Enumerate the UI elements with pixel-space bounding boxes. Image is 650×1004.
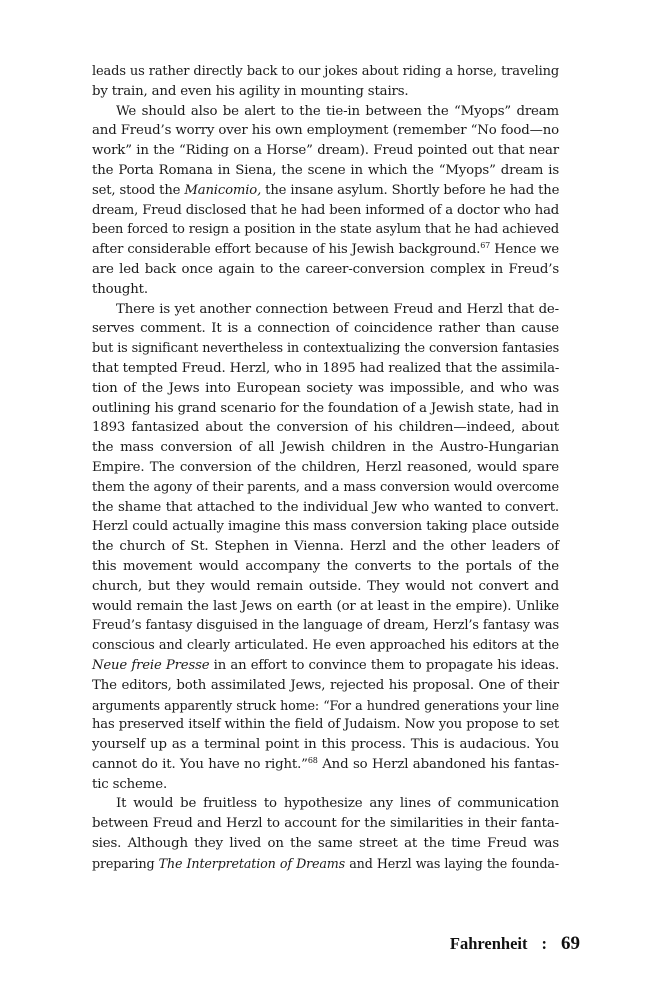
text-line	[92, 775, 559, 795]
text-line	[92, 814, 559, 834]
italic-text: Manicomio,	[184, 182, 262, 198]
text-line	[92, 161, 559, 181]
text-run: has preserved itself within the field of Judaism. Now you propose to set	[92, 717, 559, 733]
text-run: Empire. The conversion of the children, Herzl reasoned, would spare	[92, 459, 559, 475]
text-run: the shame that attached to the individual Jew who wanted to convert.	[92, 499, 559, 515]
text-run: in an effort to convince them to propagate his ideas.	[209, 657, 559, 673]
text-run: this movement would accompany the converts to the portals of the	[92, 558, 559, 574]
text-line	[92, 577, 559, 597]
text-line	[92, 339, 559, 359]
text-run: Hence we	[490, 242, 559, 258]
text-run: Freud’s fantasy disguised in the language of dream, Herzl’s fantasy was	[92, 618, 559, 634]
text-run: There is yet another connection between Freud and Herzl that de-	[116, 301, 559, 317]
running-footer	[450, 933, 580, 955]
text-run: The editors, both assimilated Jews, rejected his proposal. One of their	[92, 677, 559, 693]
text-line	[92, 220, 559, 240]
text-line	[92, 478, 559, 498]
text-run: serves comment. It is a connection of coincidence rather than cause	[92, 321, 559, 337]
text-run: cannot do it. You have no right.”	[92, 756, 308, 772]
text-line	[92, 854, 559, 874]
footer-separator: :	[541, 934, 547, 953]
text-run: preparing	[92, 855, 159, 871]
text-run: tion of the Jews into European society was impossible, and who was	[92, 380, 559, 396]
italic-text: Neue freie Presse	[92, 657, 210, 673]
text-run: them the agony of their parents, and a mass conversion would overcome	[92, 479, 559, 495]
text-line	[92, 517, 559, 537]
text-line	[92, 121, 559, 141]
text-run: and Herzl was laying the founda-	[345, 855, 559, 871]
text-line	[92, 102, 559, 122]
text-line	[92, 656, 559, 676]
text-run: outlining his grand scenario for the foundation of a Jewish state, had in	[92, 400, 560, 416]
text-line	[92, 676, 559, 696]
page-number: 69	[561, 933, 580, 954]
text-run: tic scheme.	[92, 776, 168, 792]
italic-text: The Interpretation of Dreams	[158, 855, 346, 871]
text-run: after considerable effort because of his Jewish background.	[92, 242, 481, 258]
text-run: the mass conversion of all Jewish children in the Austro-Hungarian	[92, 440, 559, 456]
text-run: but is significant nevertheless in contextualizing the conversion fantasies	[92, 341, 559, 357]
text-run: and Freud’s worry over his own employment (remember “No food—no	[92, 123, 559, 139]
text-run: work” in the “Riding on a Horse” dream). Freud pointed out that near	[92, 143, 559, 159]
text-line	[92, 438, 559, 458]
text-run: dream, Freud disclosed that he had been informed of a doctor who had	[92, 202, 560, 218]
text-run: been forced to resign a position in the state asylum that he had achieved	[92, 222, 559, 238]
footnote-ref: 68	[307, 755, 318, 765]
text-line	[92, 794, 559, 814]
text-run: We should also be alert to the tie-in between the “Myops” dream	[116, 103, 559, 119]
text-run: yourself up as a terminal point in this process. This is audacious. You	[92, 737, 559, 753]
text-line	[92, 359, 559, 379]
text-run: the church of St. Stephen in Vienna. Herzl and the other leaders of	[92, 539, 559, 555]
text-run: between Freud and Herzl to account for the similarities in their fanta-	[92, 816, 559, 832]
text-line	[92, 715, 559, 735]
text-run: by train, and even his agility in mounting stairs.	[92, 83, 409, 99]
text-run: the insane asylum. Shortly before he had the	[261, 182, 560, 198]
text-line	[92, 260, 559, 280]
text-run: 1893 fantasized about the conversion of his children—indeed, about	[92, 420, 559, 436]
text-line	[92, 379, 559, 399]
text-run: thought.	[92, 281, 148, 297]
text-run: set, stood the	[92, 182, 185, 198]
footnote-ref: 67	[480, 241, 491, 251]
text-line	[92, 458, 559, 478]
text-run: conscious and clearly articulated. He even approached his editors at the	[92, 638, 559, 654]
text-line	[92, 597, 559, 617]
text-line	[92, 300, 559, 320]
text-run: And so Herzl abandoned his fantas-	[317, 756, 559, 772]
text-line	[92, 181, 559, 201]
text-line	[92, 735, 559, 755]
text-run: It would be fruitless to hypothesize any lines of communication	[116, 796, 559, 812]
text-line	[92, 537, 559, 557]
text-line	[92, 82, 559, 102]
text-line	[92, 834, 559, 854]
text-run: are led back once again to the career-conversion complex in Freud’s	[92, 261, 559, 277]
text-run: the Porta Romana in Siena, the scene in which the “Myops” dream is	[92, 162, 559, 178]
text-line	[92, 616, 559, 636]
text-run: that tempted Freud. Herzl, who in 1895 had realized that the assimila-	[92, 360, 560, 376]
text-run: Herzl could actually imagine this mass conversion taking place outside	[92, 519, 559, 535]
text-line	[92, 399, 559, 419]
text-run: sies. Although they lived on the same street at the time Freud was	[92, 836, 559, 852]
running-title: Fahrenheit	[449, 934, 528, 953]
text-run: church, but they would remain outside. They would not convert and	[92, 578, 559, 594]
text-line	[92, 240, 559, 260]
text-run: leads us rather directly back to our jokes about riding a horse, traveling	[92, 64, 559, 79]
text-run: would remain the last Jews on earth (or at least in the empire). Unlike	[92, 598, 559, 614]
text-line	[92, 280, 559, 300]
text-line	[92, 636, 559, 656]
text-line	[92, 557, 559, 577]
text-line	[92, 62, 559, 82]
text-line	[92, 755, 559, 775]
body-text	[92, 62, 559, 874]
text-line	[92, 696, 559, 716]
text-line	[92, 319, 559, 339]
text-line	[92, 201, 559, 221]
text-line	[92, 141, 559, 161]
text-line	[92, 498, 559, 518]
text-run: arguments apparently struck home: “For a hundred generations your line	[92, 697, 559, 713]
text-line	[92, 418, 559, 438]
